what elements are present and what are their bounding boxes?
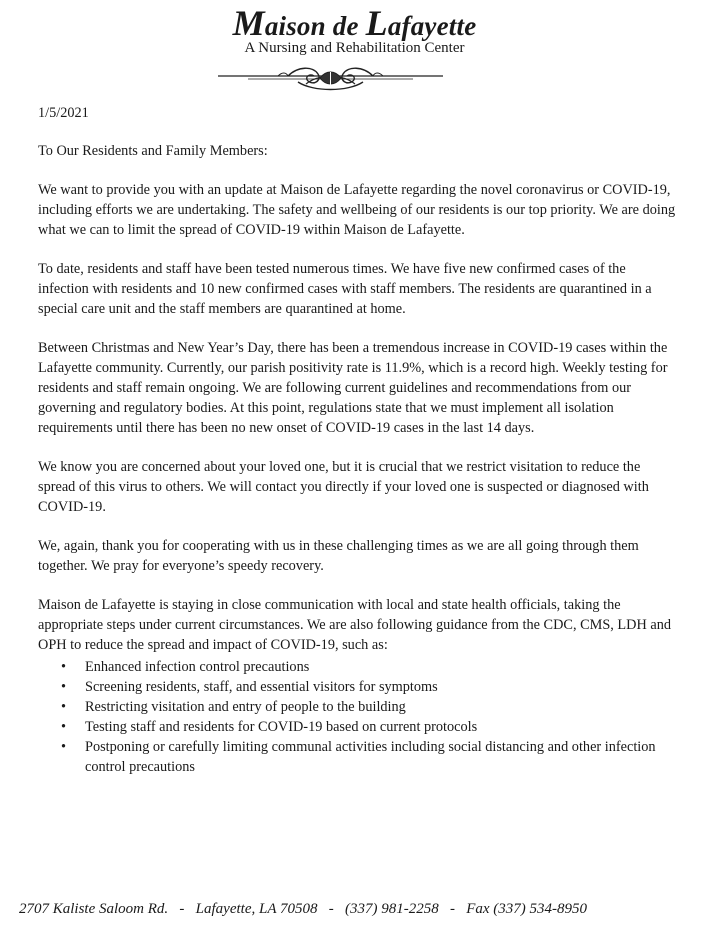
brand-name xyxy=(0,2,709,44)
footer-contact xyxy=(19,901,699,918)
precautions-list xyxy=(38,657,678,777)
paragraph-visitation: We know you are concerned about your loved one, but it is crucial that we restrict visitation to reduce the spread of this virus to others. We will contact you directly if your loved one is suspected or diagnosed with COVID-19. xyxy=(38,459,649,515)
letter-date: 1/5/2021 xyxy=(38,105,89,121)
tagline: A Nursing and Rehabilitation Center xyxy=(244,40,465,56)
footer-separator: - xyxy=(328,901,334,917)
letter-body xyxy=(38,103,678,777)
list-item: • Testing staff and residents for COVID-19 based on current protocols xyxy=(85,717,678,737)
brand-text-1: aison de xyxy=(264,11,366,41)
paragraph-guidance: Maison de Lafayette is staying in close communication with local and state health officials, taking the appropriate steps under current circumstances. We are also following guidance from the CDC, CMS, LDH and OPH to reduce the spread and impact of COVID-19, such as: xyxy=(38,597,672,653)
paragraph-intro: We want to provide you with an update at Maison de Lafayette regarding the novel coronavirus or COVID-19, including efforts we are undertaking. The safety and wellbeing of our residents is our top priority. We are doing what we can to limit the spread of COVID-19 within Maison de Lafayette. xyxy=(38,182,676,238)
paragraph-thanks: We, again, thank you for cooperating with us in these challenging times as we are all going through them together. We pray for everyone’s speedy recovery. xyxy=(38,538,639,574)
footer-separator: - xyxy=(449,901,455,917)
brand-initial-m: M xyxy=(232,3,265,43)
brand-initial-l: L xyxy=(365,3,388,43)
footer-city: Lafayette, LA 70508 xyxy=(195,901,318,917)
salutation: To Our Residents and Family Members: xyxy=(38,143,268,159)
footer-separator: - xyxy=(179,901,185,917)
paragraph-community: Between Christmas and New Year’s Day, there has been a tremendous increase in COVID-19 cases within the Lafayette community. Currently, our parish positivity rate is 11.9%, which is a record high. Weekly testing for residents and staff remain ongoing. We are following current guidelines and recommendations from our governing and regulatory bodies. At this point, regulations state that we must implement all isolation requirements until there has been no new onset of COVID-19 cases in the last 14 days. xyxy=(38,340,668,436)
paragraph-testing: To date, residents and staff have been tested numerous times. We have five new confirmed cases of the infection with residents and 10 new confirmed cases with staff members. The residents are quarantined in a special care unit and the staff members are quarantined at home. xyxy=(38,261,652,317)
list-item: • Enhanced infection control precautions xyxy=(85,657,678,677)
list-item: • Postponing or carefully limiting communal activities including social distancing and other infection control precautions xyxy=(85,737,678,777)
list-item: • Screening residents, staff, and essential visitors for symptoms xyxy=(85,677,678,697)
letterhead xyxy=(0,0,709,100)
brand-text-2: afayette xyxy=(387,11,477,41)
footer-fax: Fax (337) 534-8950 xyxy=(466,901,588,917)
flourish-divider-icon xyxy=(218,64,443,94)
list-item: • Restricting visitation and entry of people to the building xyxy=(85,697,678,717)
footer-address: 2707 Kaliste Saloom Rd. xyxy=(19,901,169,917)
footer-phone: (337) 981-2258 xyxy=(344,901,439,917)
